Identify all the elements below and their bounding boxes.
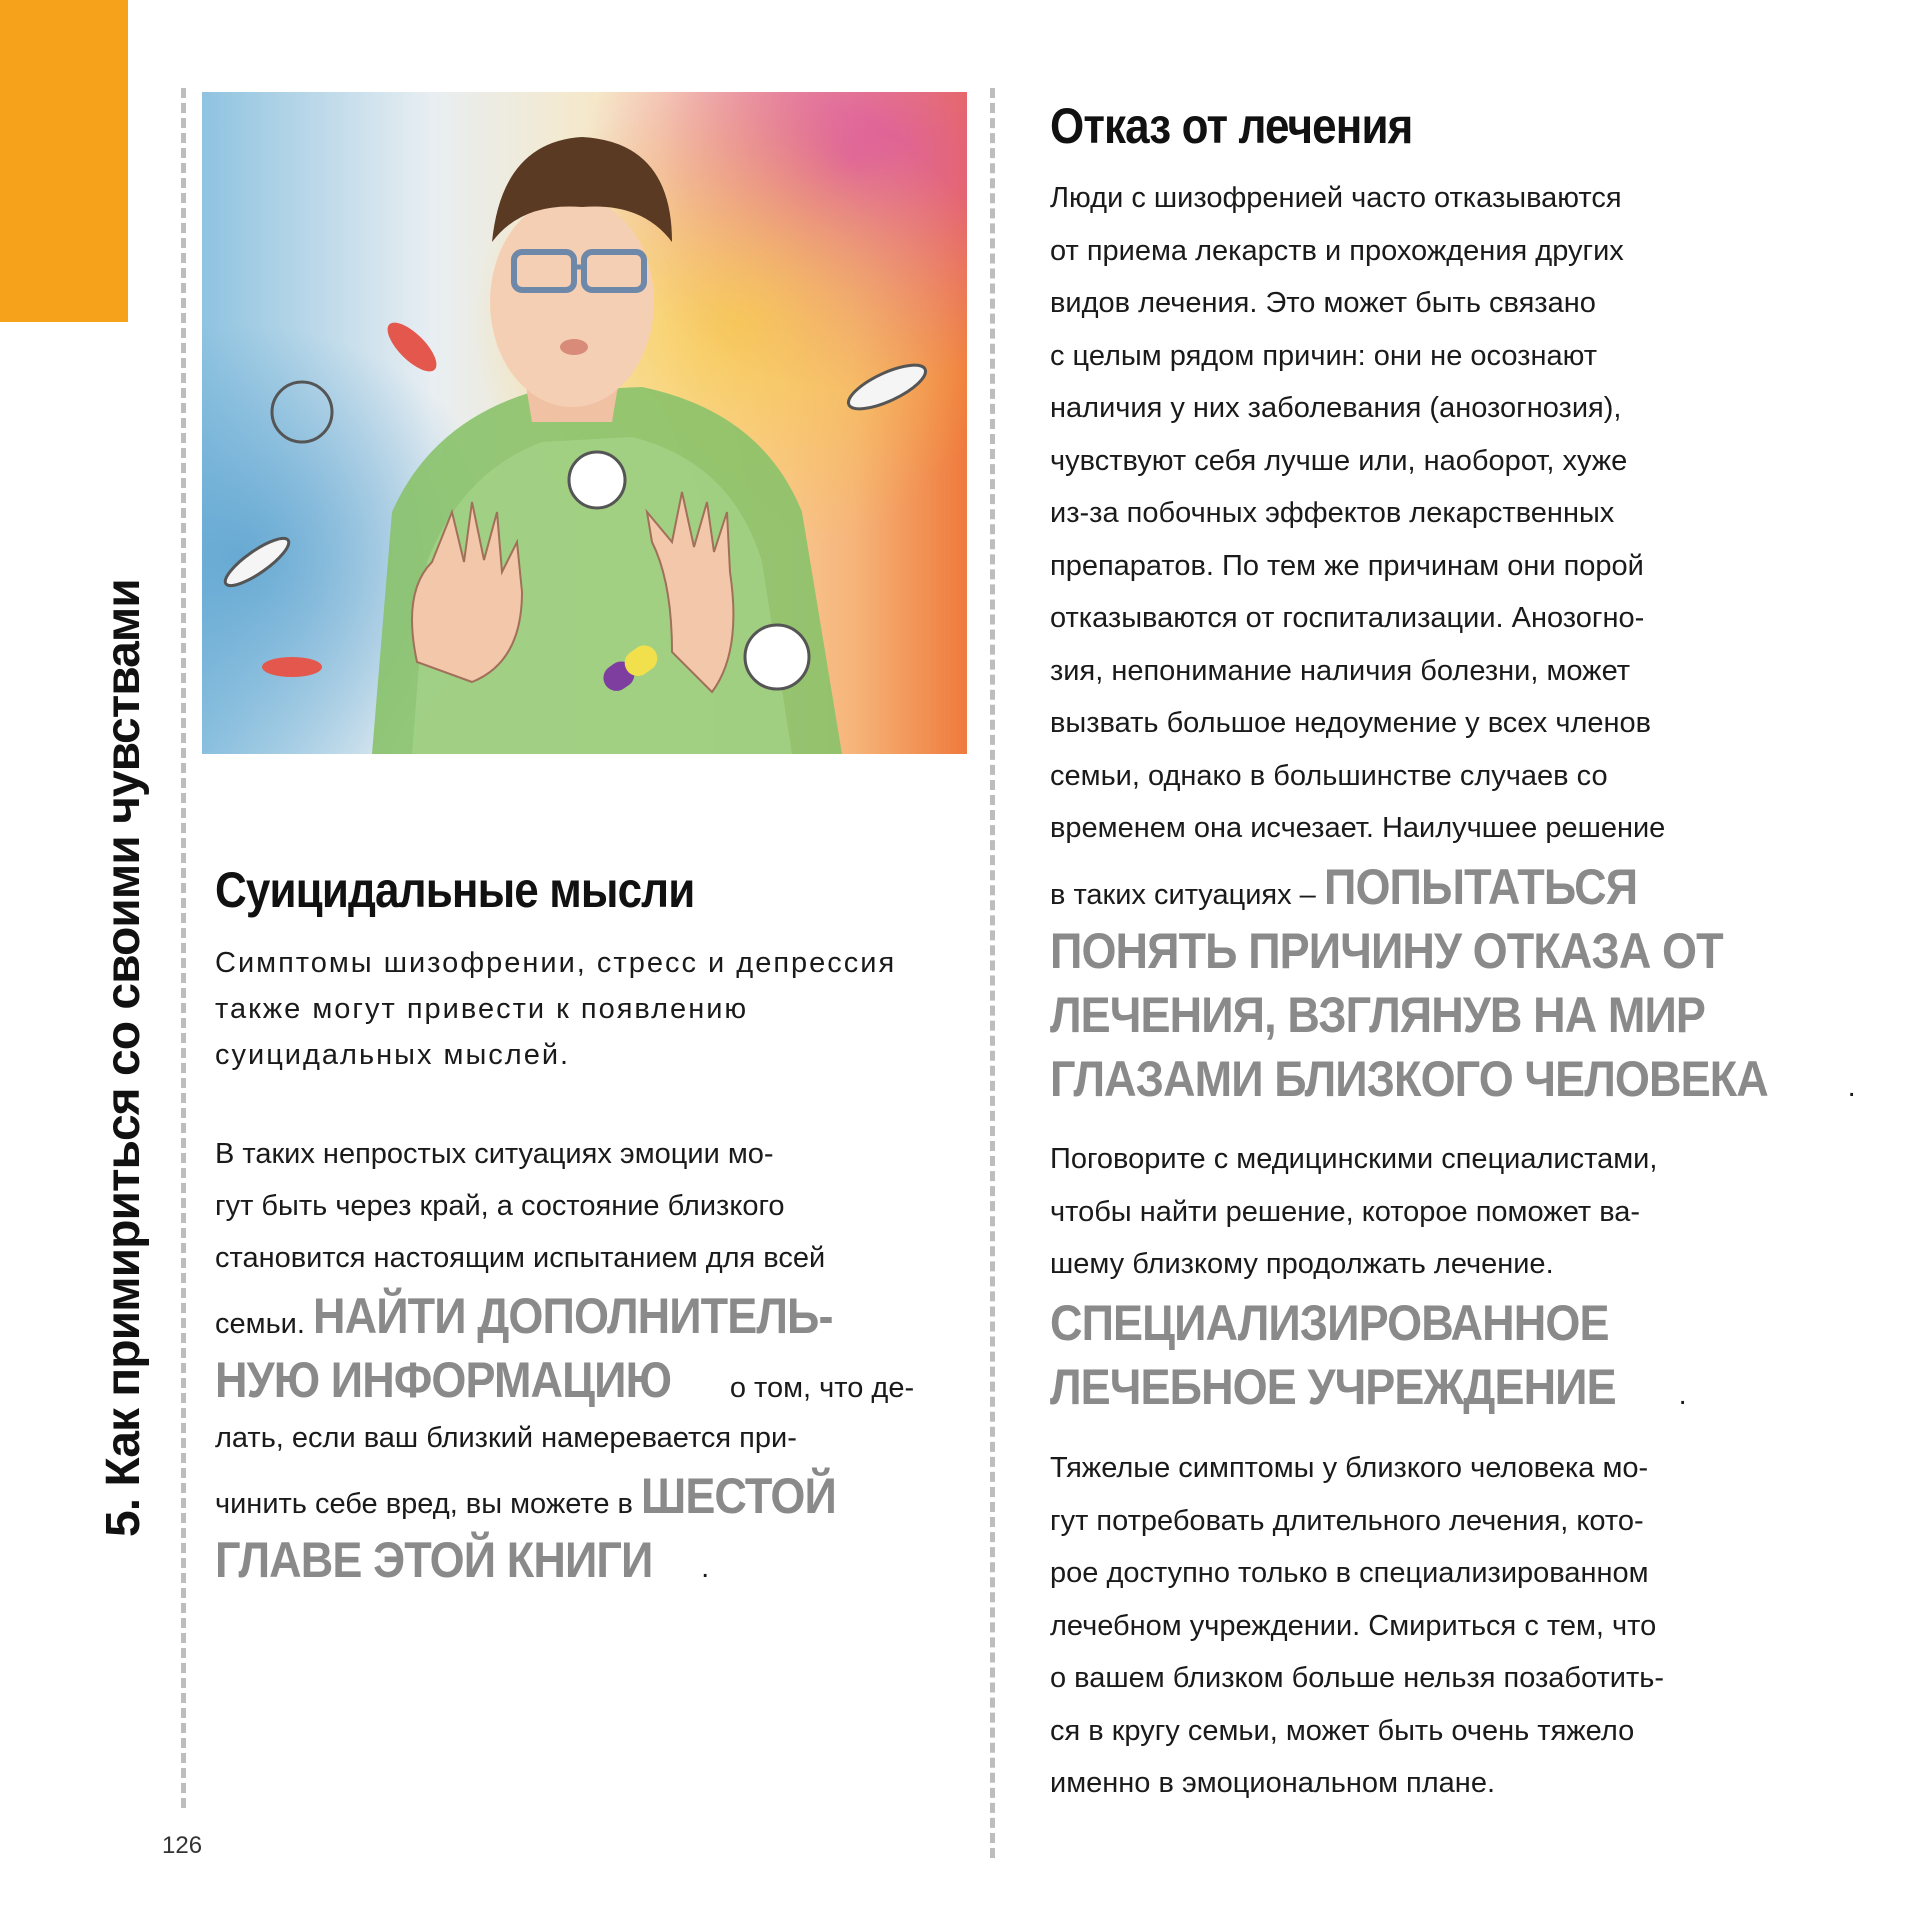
text-line: о вашем близком больше нельзя позаботить- (1050, 1662, 1665, 1694)
text-segment: в таких ситуациях – (1050, 878, 1324, 911)
page-number: 126 (162, 1832, 203, 1859)
text-segment: о том, что де- (721, 1372, 915, 1404)
suicidal-thoughts-intro: Симптомы шизофрении, стресс и депрессия также могут привести к появлению суицидальных мыслей. (215, 947, 897, 1071)
text-line: В таких непростых ситуациях эмоции мо- (215, 1138, 774, 1170)
text-line: чувствуют себя лучше или, наоборот, хуже (1050, 444, 1628, 477)
highlight-sixth-chapter: ШЕСТОЙ (641, 1468, 836, 1524)
text-line: зия, непонимание наличия болезни, может (1050, 654, 1631, 687)
text-line: шему близкому продолжать лечение. (1050, 1248, 1554, 1280)
severe-symptoms-text (1050, 1442, 1890, 1810)
text-segment: . (701, 1552, 710, 1584)
text-line: от приема лекарств и прохождения других (1050, 234, 1624, 267)
text-line: временем она исчезает. Наилучшее решение (1050, 812, 1666, 844)
text-line: гут потребовать длительного лечения, кото- (1050, 1504, 1644, 1537)
treatment-refusal-text (1050, 172, 1890, 1111)
highlight-understand-refusal-cont: ЛЕЧЕНИЯ, ВЗГЛЯНУВ НА МИР (1050, 986, 1706, 1043)
text-line: видов лечения. Это может быть связано (1050, 287, 1596, 319)
suicidal-thoughts-heading: Суицидальные мысли (215, 862, 695, 918)
text-segment: . (1678, 1378, 1687, 1411)
text-line: отказываются от госпитализации. Анозогно- (1050, 602, 1645, 634)
text-line: именно в эмоциональном плане. (1050, 1767, 1496, 1799)
text-line: Тяжелые симптомы у близкого человека мо- (1050, 1452, 1649, 1484)
highlight-understand-refusal-cont: ПОНЯТЬ ПРИЧИНУ ОТКАЗА ОТ (1050, 922, 1723, 979)
treatment-refusal-heading: Отказ от лечения (1050, 98, 1413, 154)
suicidal-thoughts-advice (215, 1128, 975, 1592)
text-line: наличия у них заболевания (анозогнозия), (1050, 392, 1622, 424)
chapter-color-tab (0, 0, 128, 322)
highlight-find-info: НАЙТИ ДОПОЛНИТЕЛЬ- (313, 1288, 833, 1344)
text-line: лечебном учреждении. Смириться с тем, что (1050, 1609, 1657, 1642)
center-dashed-divider (990, 88, 995, 1858)
left-dashed-divider (181, 88, 186, 1808)
text-line: ся в кругу семьи, может быть очень тяжело (1050, 1714, 1635, 1747)
text-line: препаратов. По тем же причинам они порой (1050, 549, 1644, 582)
text-line: семьи, однако в большинстве случаев со (1050, 759, 1608, 792)
watercolor-illustration (202, 92, 967, 754)
text-segment: . (1847, 1070, 1856, 1103)
text-line: Поговорите с медицинскими специалистами, (1050, 1143, 1658, 1175)
text-line: Люди с шизофренией часто отказываются (1050, 182, 1622, 214)
specialists-text (1050, 1133, 1890, 1419)
text-line: становится настоящим испытанием для всей (215, 1242, 826, 1274)
text-segment: семьи. (215, 1308, 305, 1340)
text-line: вызвать большое недоумение у всех членов (1050, 707, 1652, 739)
highlight-sixth-chapter-cont: ГЛАВЕ ЭТОЙ КНИГИ (215, 1532, 653, 1588)
chapter-side-title: 5. Как примириться со своими чувствами (97, 579, 150, 1537)
text-line: из-за побочных эффектов лекарственных (1050, 497, 1615, 529)
highlight-find-info-cont: НУЮ ИНФОРМАЦИЮ (215, 1352, 672, 1408)
text-line: чтобы найти решение, которое поможет ва- (1050, 1195, 1641, 1228)
text-segment: чинить себе вред, вы можете в (215, 1488, 642, 1520)
text-line: гут быть через край, а состояние близкого (215, 1190, 785, 1222)
text-line: лать, если ваш близкий намеревается при- (215, 1422, 797, 1454)
text-line: рое доступно только в специализированном (1050, 1557, 1649, 1589)
highlight-understand-refusal: ПОПЫТАТЬСЯ (1323, 858, 1638, 915)
highlight-understand-refusal-cont: ГЛАЗАМИ БЛИЗКОГО ЧЕЛОВЕКА (1050, 1050, 1768, 1107)
highlight-specialized-facility-cont: ЛЕЧЕБНОЕ УЧРЕЖДЕНИЕ (1050, 1358, 1616, 1415)
highlight-specialized-facility: СПЕЦИАЛИЗИРОВАННОЕ (1050, 1294, 1609, 1351)
text-line: с целым рядом причин: они не осознают (1050, 339, 1597, 372)
